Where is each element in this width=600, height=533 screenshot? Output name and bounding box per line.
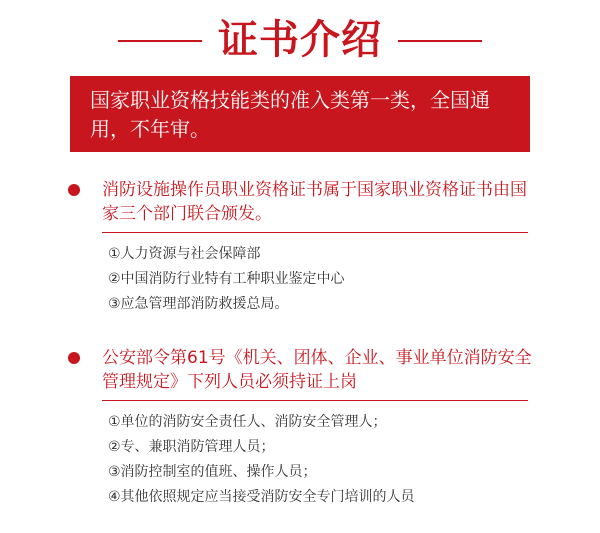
page-title: 证书介绍 [218,17,382,63]
list-item: ④其他依照规定应当接受消防安全专门培训的人员 [108,489,415,505]
section-divider [102,232,528,233]
intro-banner [70,76,530,152]
bullet-dot-icon [68,352,80,364]
title-row [0,8,600,68]
list-item: ②专、兼职消防管理人员； [108,439,275,455]
section-divider [102,400,528,401]
list-item: ③应急管理部消防救援总局。 [108,296,289,312]
bullet-dot-icon [68,184,80,196]
list-item: ①单位的消防安全责任人、消防安全管理人； [108,414,387,430]
title-divider-right [398,40,482,42]
list-item: ③消防控制室的值班、操作人员； [108,464,317,480]
section-heading: 消防设施操作员职业资格证书属于国家职业资格证书由国家三个部门联合颁发。 [102,180,527,224]
section-list [108,242,528,317]
list-item: ②中国消防行业特有工种职业鉴定中心 [108,271,345,287]
section-list [108,410,528,510]
section-heading: 公安部令第61号《机关、团体、企业、事业单位消防安全管理规定》下列人员必须持证上岗 [102,348,532,392]
list-item: ①人力资源与社会保障部 [108,246,261,262]
intro-banner-text: 国家职业资格技能类的准入类第一类，全国通用，不年审。 [90,88,490,141]
